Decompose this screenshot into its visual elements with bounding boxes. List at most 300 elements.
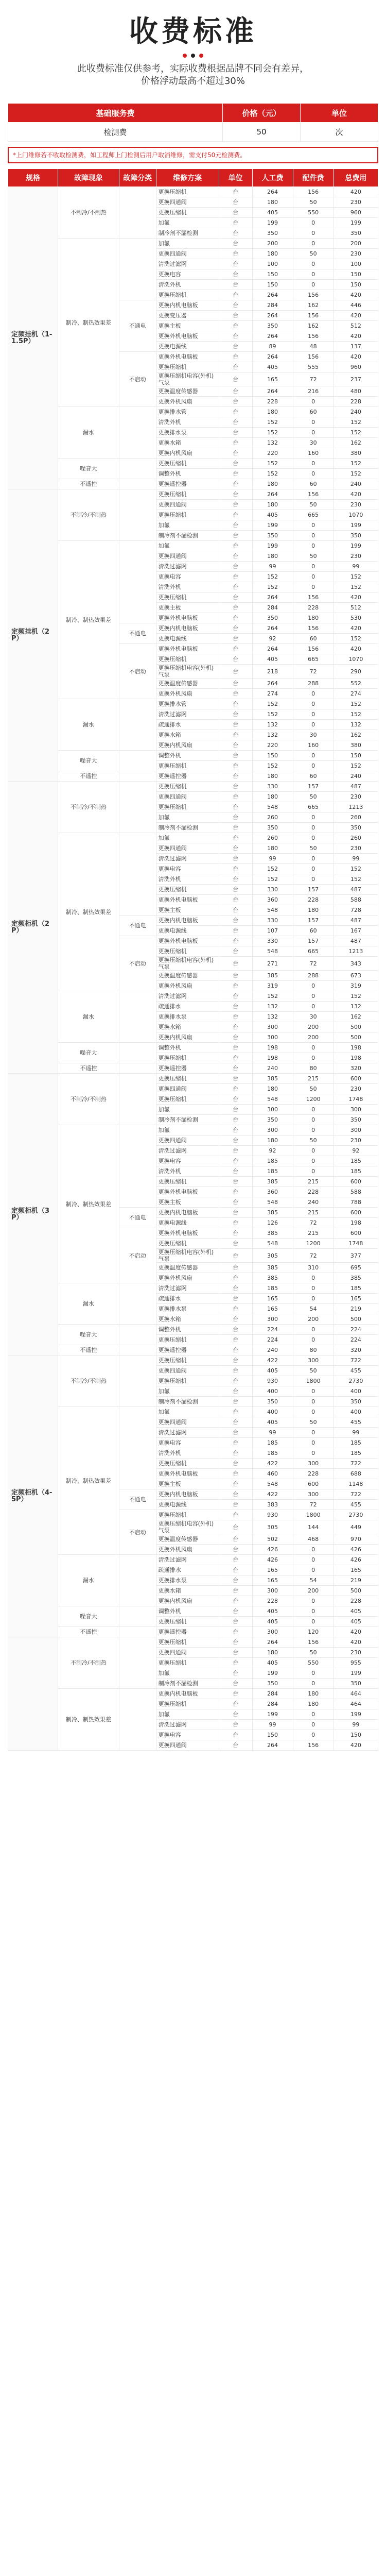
plan-cell: 更换内机风扇	[156, 448, 219, 459]
category-cell	[119, 489, 156, 541]
parts-cell: 215	[293, 1228, 334, 1239]
table-row	[8, 751, 378, 761]
plan-cell: 加氟	[156, 1668, 219, 1679]
unit-cell: 台	[219, 280, 252, 290]
unit-cell: 台	[219, 1709, 252, 1720]
table-row	[8, 1125, 378, 1136]
total-cell: 455	[334, 1417, 378, 1428]
parts-cell: 72	[293, 1249, 334, 1263]
plan-cell: 更换遥控器	[156, 771, 219, 782]
parts-cell: 0	[293, 854, 334, 864]
labor-cell: 99	[252, 854, 293, 864]
plan-cell: 清洗过滤网	[156, 854, 219, 864]
labor-cell: 422	[252, 1459, 293, 1469]
plan-cell: 更换水箱	[156, 1586, 219, 1596]
plan-cell: 加氟	[156, 1386, 219, 1397]
table-row	[8, 1355, 378, 1366]
parts-cell: 72	[293, 957, 334, 971]
fault-cell: 制冷、制热效果差	[58, 1407, 119, 1555]
total-cell: 722	[334, 1459, 378, 1469]
parts-cell: 200	[293, 1314, 334, 1325]
parts-cell: 0	[293, 1105, 334, 1115]
total-cell: 274	[334, 689, 378, 699]
plan-cell: 更换压缩机	[156, 654, 219, 665]
unit-cell: 台	[219, 1596, 252, 1606]
fault-cell: 噪音大	[58, 459, 119, 479]
decor-dot	[183, 54, 187, 58]
plan-cell: 更换水箱	[156, 730, 219, 740]
table-row	[8, 541, 378, 551]
parts-cell: 665	[293, 654, 334, 665]
unit-cell: 台	[219, 1586, 252, 1596]
labor-cell: 385	[252, 1074, 293, 1084]
labor-cell: 264	[252, 623, 293, 634]
parts-cell: 80	[293, 1063, 334, 1074]
plan-cell: 制冷剂不漏检测	[156, 1397, 219, 1407]
plan-cell: 更换电容	[156, 864, 219, 874]
labor-cell: 220	[252, 740, 293, 751]
unit-cell: 台	[219, 1386, 252, 1397]
total-cell: 487	[334, 885, 378, 895]
labor-cell: 152	[252, 582, 293, 592]
plan-cell: 更换压缩机	[156, 1510, 219, 1520]
parts-cell: 468	[293, 1534, 334, 1545]
total-cell: 199	[334, 218, 378, 228]
table-row	[8, 1074, 378, 1084]
parts-cell: 157	[293, 936, 334, 946]
parts-cell: 555	[293, 362, 334, 372]
unit-cell: 台	[219, 352, 252, 362]
labor-cell: 385	[252, 1273, 293, 1283]
total-cell: 132	[334, 1002, 378, 1012]
total-cell: 446	[334, 300, 378, 311]
category-cell	[119, 1043, 156, 1063]
labor-cell: 99	[252, 1720, 293, 1730]
total-cell: 420	[334, 187, 378, 197]
labor-cell: 132	[252, 1012, 293, 1022]
unit-cell: 台	[219, 751, 252, 761]
labor-cell: 330	[252, 885, 293, 895]
parts-cell: 72	[293, 1500, 334, 1510]
parts-cell: 0	[293, 428, 334, 438]
plan-cell: 更换内机电脑板	[156, 623, 219, 634]
plan-cell: 更换压缩机	[156, 459, 219, 469]
labor-cell: 400	[252, 1407, 293, 1417]
category-cell	[119, 1125, 156, 1208]
parts-cell: 1200	[293, 1239, 334, 1249]
total-cell: 290	[334, 665, 378, 679]
plan-cell: 更换遥控器	[156, 479, 219, 489]
plan-cell: 更换主板	[156, 603, 219, 613]
parts-cell: 156	[293, 592, 334, 603]
parts-cell: 60	[293, 479, 334, 489]
plan-cell: 更换压缩机	[156, 1658, 219, 1668]
unit-cell: 台	[219, 1689, 252, 1699]
unit-cell: 台	[219, 1208, 252, 1218]
total-cell: 237	[334, 372, 378, 386]
parts-cell: 1800	[293, 1376, 334, 1386]
decor-dot	[199, 54, 203, 58]
unit-cell: 台	[219, 500, 252, 510]
unit-cell: 台	[219, 1249, 252, 1263]
plan-cell: 更换变压器	[156, 311, 219, 321]
total-cell: 400	[334, 1386, 378, 1397]
parts-cell: 288	[293, 679, 334, 689]
parts-cell: 180	[293, 905, 334, 916]
plan-cell: 更换主板	[156, 1197, 219, 1208]
total-cell: 99	[334, 562, 378, 572]
labor-cell: 300	[252, 1125, 293, 1136]
parts-cell: 50	[293, 1648, 334, 1658]
labor-cell: 218	[252, 665, 293, 679]
unit-cell: 台	[219, 187, 252, 197]
parts-cell: 0	[293, 1720, 334, 1730]
total-cell: 240	[334, 479, 378, 489]
parts-cell: 0	[293, 531, 334, 541]
unit-cell: 台	[219, 730, 252, 740]
labor-cell: 548	[252, 905, 293, 916]
unit-cell: 台	[219, 792, 252, 802]
plan-cell: 更换外机风扇	[156, 1545, 219, 1555]
unit-cell: 台	[219, 1668, 252, 1679]
spec-cell	[8, 1637, 58, 1751]
labor-cell: 99	[252, 562, 293, 572]
total-cell: 420	[334, 290, 378, 300]
plan-cell: 清洗外机	[156, 417, 219, 428]
subtitle	[0, 63, 386, 88]
labor-cell: 165	[252, 1575, 293, 1586]
parts-cell: 0	[293, 1397, 334, 1407]
total-cell: 420	[334, 331, 378, 342]
unit-cell: 台	[219, 1136, 252, 1146]
labor-cell: 350	[252, 228, 293, 239]
plan-cell: 制冷剂不漏检测	[156, 1679, 219, 1689]
plan-cell: 更换外机电脑板	[156, 644, 219, 654]
total-cell: 219	[334, 1575, 378, 1586]
unit-cell: 台	[219, 1063, 252, 1074]
labor-cell: 180	[252, 1136, 293, 1146]
labor-cell: 228	[252, 1596, 293, 1606]
total-cell: 487	[334, 936, 378, 946]
parts-cell: 54	[293, 1575, 334, 1586]
labor-cell: 240	[252, 1063, 293, 1074]
total-cell: 300	[334, 1105, 378, 1115]
plan-cell: 更换排水管	[156, 699, 219, 709]
plan-cell: 更换温度传感器	[156, 679, 219, 689]
table-row	[8, 1283, 378, 1294]
parts-cell: 0	[293, 259, 334, 269]
plan-cell: 调整外机	[156, 1325, 219, 1335]
labor-cell: 405	[252, 1366, 293, 1376]
labor-cell: 271	[252, 957, 293, 971]
plan-cell: 更换压缩机	[156, 208, 219, 218]
labor-cell: 152	[252, 709, 293, 720]
unit-cell: 台	[219, 843, 252, 854]
parts-cell: 0	[293, 812, 334, 823]
table-row	[8, 833, 378, 843]
category-cell: 不通电	[119, 916, 156, 936]
unit-cell: 台	[219, 823, 252, 833]
unit-cell: 台	[219, 644, 252, 654]
parts-cell: 228	[293, 1469, 334, 1479]
total-cell: 600	[334, 1228, 378, 1239]
plan-cell: 制冷剂不漏检测	[156, 228, 219, 239]
fault-cell: 不制冷/不制热	[58, 187, 119, 239]
plan-cell: 加氟	[156, 541, 219, 551]
category-cell	[119, 1355, 156, 1407]
plan-cell: 更换电源线	[156, 1218, 219, 1228]
category-cell	[119, 239, 156, 300]
total-cell: 152	[334, 761, 378, 771]
spec-cell: 定频柜机（2P）	[8, 782, 58, 1074]
unit-cell: 台	[219, 654, 252, 665]
total-cell: 455	[334, 1366, 378, 1376]
total-cell: 426	[334, 1545, 378, 1555]
category-cell	[119, 699, 156, 751]
plan-cell: 更换外机风扇	[156, 981, 219, 991]
parts-cell: 60	[293, 926, 334, 936]
parts-cell: 50	[293, 1366, 334, 1376]
total-cell: 152	[334, 874, 378, 885]
parts-cell: 162	[293, 300, 334, 311]
parts-cell: 0	[293, 1679, 334, 1689]
labor-cell: 152	[252, 699, 293, 709]
plan-cell: 清洗外机	[156, 874, 219, 885]
plan-cell: 更换遥控器	[156, 1345, 219, 1355]
parts-cell: 162	[293, 321, 334, 331]
unit-cell: 台	[219, 1679, 252, 1689]
plan-cell: 更换主板	[156, 905, 219, 916]
labor-cell: 152	[252, 459, 293, 469]
unit-cell: 台	[219, 1094, 252, 1105]
total-cell: 230	[334, 1136, 378, 1146]
unit-cell: 台	[219, 1606, 252, 1617]
parts-cell: 156	[293, 187, 334, 197]
category-cell: 不通电	[119, 300, 156, 352]
total-cell: 722	[334, 1355, 378, 1366]
total-cell: 1213	[334, 802, 378, 812]
total-cell: 2730	[334, 1376, 378, 1386]
labor-cell: 405	[252, 510, 293, 520]
labor-cell: 152	[252, 874, 293, 885]
unit-cell: 台	[219, 699, 252, 709]
total-cell: 480	[334, 386, 378, 397]
parts-cell: 156	[293, 644, 334, 654]
unit-cell: 台	[219, 259, 252, 269]
labor-cell: 284	[252, 1689, 293, 1699]
category-cell: 不通电	[119, 1489, 156, 1510]
plan-cell: 更换压缩机	[156, 290, 219, 300]
parts-cell: 550	[293, 1658, 334, 1668]
total-cell: 2730	[334, 1510, 378, 1520]
plan-cell: 更换四通阀	[156, 1136, 219, 1146]
parts-cell: 60	[293, 634, 334, 644]
total-cell: 165	[334, 1294, 378, 1304]
unit-cell: 台	[219, 802, 252, 812]
unit-cell: 台	[219, 1575, 252, 1586]
labor-cell: 274	[252, 689, 293, 699]
unit-cell: 台	[219, 551, 252, 562]
plan-cell: 加氟	[156, 1709, 219, 1720]
unit-cell: 台	[219, 1012, 252, 1022]
labor-cell: 264	[252, 1637, 293, 1648]
labor-cell: 330	[252, 936, 293, 946]
labor-cell: 350	[252, 1397, 293, 1407]
unit-cell: 台	[219, 1555, 252, 1565]
parts-cell: 50	[293, 197, 334, 208]
plan-cell: 更换电源线	[156, 1500, 219, 1510]
price-grid-section	[8, 168, 378, 1751]
labor-cell: 180	[252, 843, 293, 854]
plan-cell: 更换内机风扇	[156, 1596, 219, 1606]
labor-cell: 180	[252, 551, 293, 562]
fault-cell: 噪音大	[58, 1606, 119, 1627]
plan-cell: 更换压缩机电容(外机)气泵	[156, 957, 219, 971]
total-cell: 512	[334, 603, 378, 613]
inspection-note: *上门维修若不收取检测费，如工程师上门检测后用户取消维修，需支付50元检测费。	[8, 147, 378, 163]
fault-cell: 制冷、制热效果差	[58, 1125, 119, 1283]
unit-cell: 台	[219, 1627, 252, 1637]
total-cell: 350	[334, 228, 378, 239]
labor-cell: 264	[252, 1740, 293, 1751]
total-cell: 960	[334, 362, 378, 372]
unit-cell: 台	[219, 386, 252, 397]
labor-cell: 350	[252, 1115, 293, 1125]
plan-cell: 更换压缩机	[156, 946, 219, 957]
parts-cell: 50	[293, 1084, 334, 1094]
unit-cell: 台	[219, 438, 252, 448]
labor-cell: 284	[252, 300, 293, 311]
parts-cell: 80	[293, 1345, 334, 1355]
total-cell: 152	[334, 709, 378, 720]
unit-cell: 台	[219, 397, 252, 407]
total-cell: 230	[334, 1648, 378, 1658]
total-cell: 487	[334, 782, 378, 792]
parts-cell: 144	[293, 1520, 334, 1534]
total-cell: 185	[334, 1448, 378, 1459]
labor-cell: 199	[252, 218, 293, 228]
plan-cell: 清洗过滤网	[156, 1283, 219, 1294]
plan-cell: 更换遥控器	[156, 1063, 219, 1074]
col-unit: 单位	[219, 169, 252, 187]
labor-cell: 165	[252, 1565, 293, 1575]
unit-cell: 台	[219, 208, 252, 218]
labor-cell: 152	[252, 428, 293, 438]
unit-cell: 台	[219, 290, 252, 300]
plan-cell: 调整外机	[156, 469, 219, 479]
category-cell: 不通电	[119, 623, 156, 644]
labor-cell: 405	[252, 654, 293, 665]
parts-cell: 0	[293, 833, 334, 843]
total-cell: 487	[334, 916, 378, 926]
parts-cell: 72	[293, 665, 334, 679]
total-cell: 728	[334, 905, 378, 916]
unit-cell: 台	[219, 1283, 252, 1294]
plan-cell: 更换主板	[156, 1479, 219, 1489]
subtitle-line-1: 此收费标准仅供参考，实际收费根据品牌不同会有差异，	[77, 63, 309, 74]
labor-cell: 385	[252, 971, 293, 981]
category-cell	[119, 1074, 156, 1125]
unit-cell: 台	[219, 1314, 252, 1325]
parts-cell: 180	[293, 613, 334, 623]
total-cell: 230	[334, 551, 378, 562]
plan-cell: 更换水箱	[156, 438, 219, 448]
labor-cell: 300	[252, 1032, 293, 1043]
category-cell: 不启动	[119, 1228, 156, 1283]
labor-cell: 152	[252, 761, 293, 771]
unit-cell: 台	[219, 1043, 252, 1053]
plan-cell: 更换内机电脑板	[156, 1489, 219, 1500]
fault-cell: 漏水	[58, 407, 119, 459]
fault-cell: 不制冷/不制热	[58, 489, 119, 541]
labor-cell: 548	[252, 946, 293, 957]
plan-cell: 更换电容	[156, 1438, 219, 1448]
unit-cell: 台	[219, 1428, 252, 1438]
parts-cell: 0	[293, 280, 334, 290]
labor-cell: 305	[252, 1249, 293, 1263]
parts-cell: 0	[293, 1565, 334, 1575]
unit-cell: 台	[219, 1376, 252, 1386]
parts-cell: 300	[293, 1355, 334, 1366]
labor-cell: 405	[252, 208, 293, 218]
plan-cell: 加氟	[156, 218, 219, 228]
parts-cell: 0	[293, 689, 334, 699]
plan-cell: 更换外机电脑板	[156, 352, 219, 362]
parts-cell: 0	[293, 520, 334, 531]
labor-cell: 548	[252, 802, 293, 812]
unit-cell: 台	[219, 874, 252, 885]
unit-cell: 台	[219, 218, 252, 228]
total-cell: 688	[334, 1469, 378, 1479]
total-cell: 152	[334, 634, 378, 644]
total-cell: 420	[334, 489, 378, 500]
plan-cell: 更换压缩机	[156, 592, 219, 603]
plan-cell: 更换压缩机	[156, 1637, 219, 1648]
unit-cell: 台	[219, 665, 252, 679]
total-cell: 162	[334, 1012, 378, 1022]
plan-cell: 更换压缩机	[156, 1459, 219, 1469]
parts-cell: 0	[293, 751, 334, 761]
parts-cell: 0	[293, 1125, 334, 1136]
category-cell: 不通电	[119, 1208, 156, 1228]
labor-cell: 264	[252, 644, 293, 654]
total-cell: 405	[334, 1606, 378, 1617]
unit-cell: 台	[219, 1730, 252, 1740]
plan-cell: 更换压缩机电容(外机)气泵	[156, 1249, 219, 1263]
unit-cell: 台	[219, 562, 252, 572]
parts-cell: 0	[293, 572, 334, 582]
unit-cell: 台	[219, 1699, 252, 1709]
page-header	[0, 0, 386, 103]
unit-cell: 台	[219, 1740, 252, 1751]
unit-cell: 台	[219, 1534, 252, 1545]
total-cell: 449	[334, 1520, 378, 1534]
parts-cell: 72	[293, 372, 334, 386]
fault-cell: 制冷、制热效果差	[58, 833, 119, 991]
total-cell: 230	[334, 792, 378, 802]
labor-cell: 180	[252, 197, 293, 208]
fault-cell: 噪音大	[58, 1043, 119, 1063]
plan-cell: 加氟	[156, 239, 219, 249]
total-cell: 200	[334, 239, 378, 249]
total-cell: 420	[334, 592, 378, 603]
total-cell: 512	[334, 321, 378, 331]
parts-cell: 30	[293, 438, 334, 448]
labor-cell: 165	[252, 1304, 293, 1314]
labor-cell: 548	[252, 1094, 293, 1105]
total-cell: 343	[334, 957, 378, 971]
unit-cell: 台	[219, 321, 252, 331]
